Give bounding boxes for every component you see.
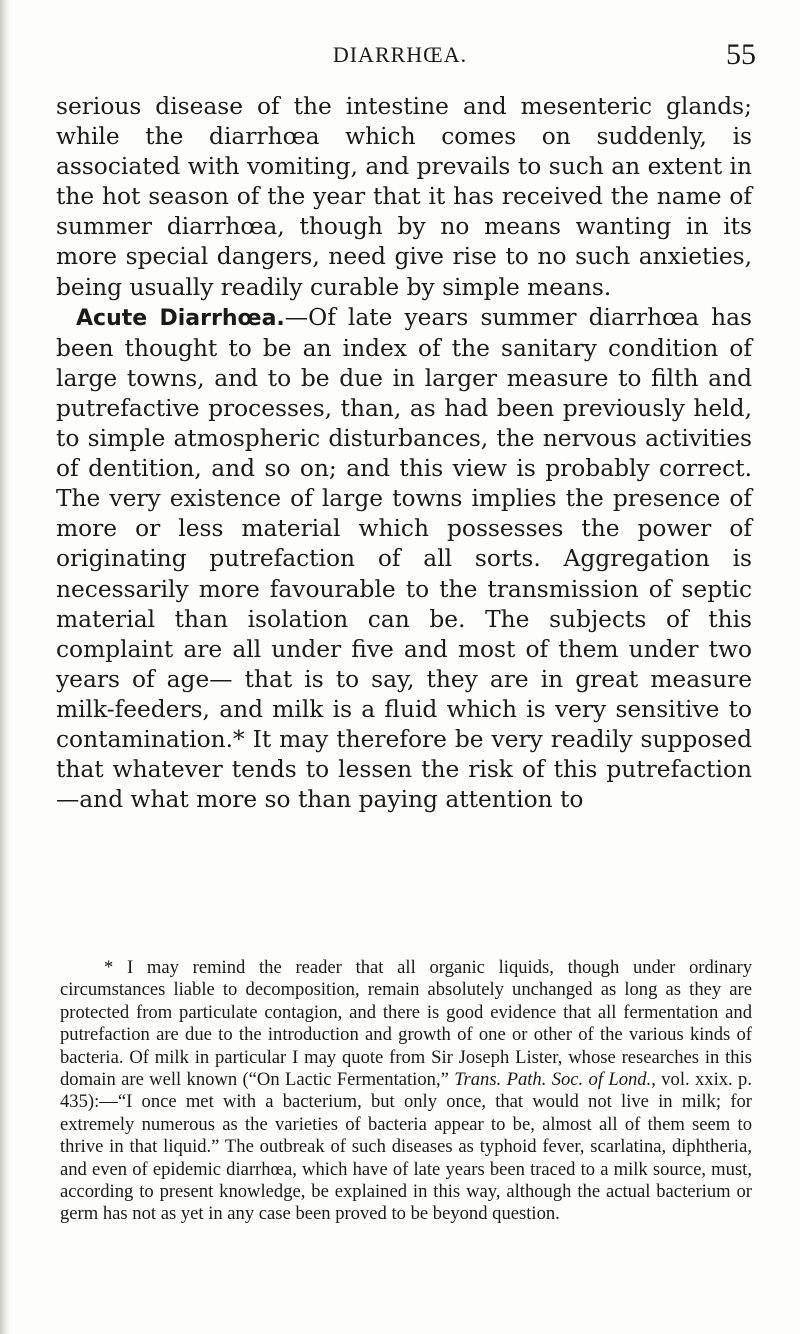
paragraph-acute-diarrhoea (56, 303, 752, 816)
page-gutter-shadow (0, 0, 10, 1334)
paragraph-continued: serious disease of the intestine and mesenteric glands; while the diarrhœa which comes on suddenly, is associated with vomiting, and prevails to such an extent in the hot season of the year that it has received the name of summer diarrhœa, though by no means wanting in its more special dangers, need give rise to no such anxieties, being usually readily curable by simple means. (56, 93, 752, 301)
paragraph-text: —Of late years summer diarrhœa has been thought to be an index of the sanitary condition of large towns, and to be due in larger measure to filth and putrefactive processes, than, as had been previously held, to simple atmospheric disturbances, the nervous activities of dentition, and so on; and this view is probably correct. The very existence of large towns implies the presence of more or less material which possesses the power of originating putrefaction of all sorts. Aggregation is necessarily more favourable to the transmission of septic material than isolation can be. The subjects of this complaint are all under five and most of them under two years of age— that is to say, they are in great measure milk-feeders, and milk is a fluid which is very sensitive to contamination.* It may therefore be very readily supposed that whatever tends to lessen the risk of this putrefaction—and what more so than paying attention to (56, 303, 752, 814)
page-header (0, 38, 800, 78)
footnote-text-start: * I may remind the reader that all organic liquids, though under ordinary circumstances liable to decomposition, remain absolutely unchanged as long as they are protected from particulate contagion, and there is good evidence that all fermentation and putrefaction are due to the introduction and growth of one or other of the various kinds of bacteria. Of milk in particular I may quote from Sir Joseph Lister, whose researches in this domain are well known (“On Lactic Fermentation,” (60, 957, 752, 1091)
footnote (60, 957, 752, 1226)
footnote-citation: Trans. Path. Soc. of Lond. (454, 1069, 652, 1091)
running-title: DIARRHŒA. (332, 42, 468, 67)
footnote-text-end: , vol. xxix. p. 435):—“I once met with a bacterium, but only once, that would not live in milk; for extremely numerous as the varieties of bacteria appear to be, almost all of them seem to thrive in that liquid.” The outbreak of such diseases as typhoid fever, scarlatina, diphtheria, and even of epidemic diarrhœa, which have of late years been traced to a milk source, must, according to present knowledge, be explained in this way, although the actual bacterium or germ has not as yet in any case been proved to be beyond question. (60, 1069, 752, 1225)
section-heading: Acute Diarrhœa. (76, 305, 285, 331)
page-number: 55 (726, 38, 756, 71)
main-text (56, 92, 752, 815)
